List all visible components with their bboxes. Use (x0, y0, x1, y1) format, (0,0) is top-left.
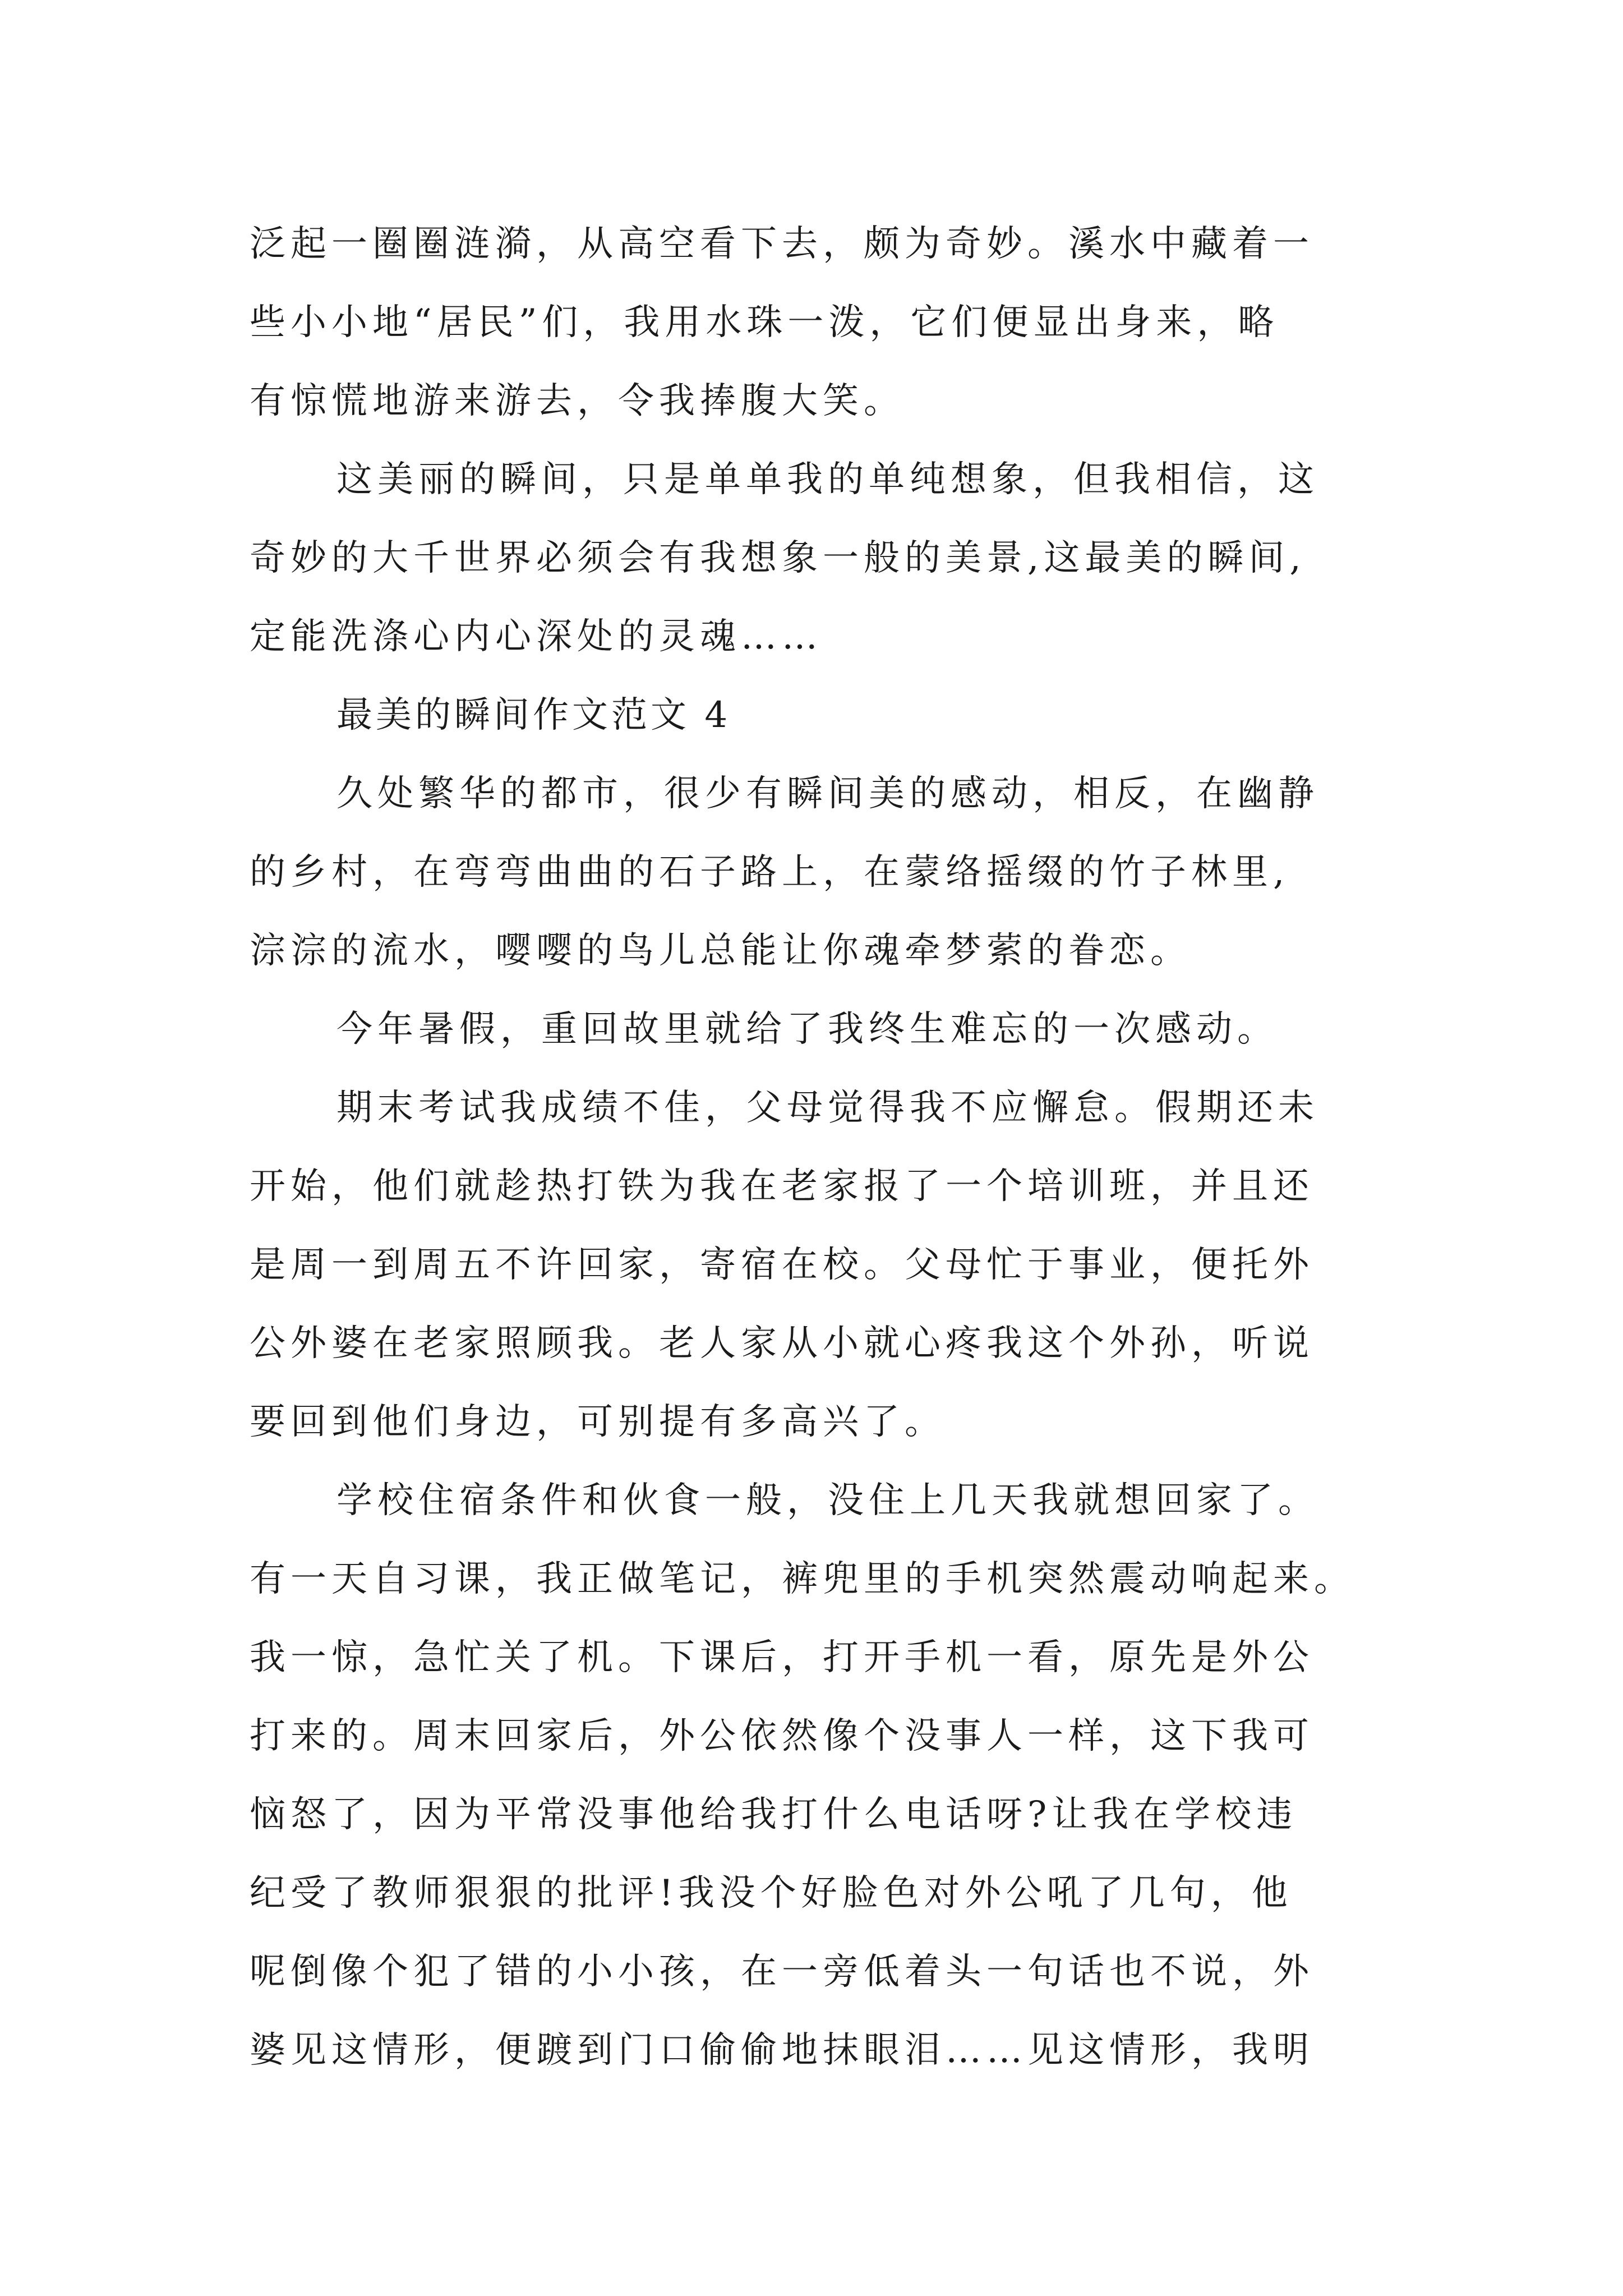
text-line: 的乡村，在弯弯曲曲的石子路上，在蒙络摇缀的竹子林里, (250, 852, 1290, 893)
text-line: 有一天自习课，我正做笔记，裤兜里的手机突然震动响起来。 (250, 1558, 1355, 1600)
text-line: 我一惊，急忙关了机。下课后，打开手机一看，原先是外公 (250, 1637, 1314, 1678)
text-line: 公外婆在老家照顾我。老人家从小就心疼我这个外孙，听说 (250, 1323, 1314, 1364)
paragraph-first-line: 期末考试我成绩不佳，父母觉得我不应懈怠。假期还未 (336, 1087, 1319, 1129)
text-line: 纪受了教师狠狠的批评!我没个好脸色对外公吼了几句，他 (250, 1872, 1293, 1914)
text-line: 呢倒像个犯了错的小小孩，在一旁低着头一句话也不说，外 (250, 1951, 1314, 1993)
text-line: 有惊慌地游来游去，令我捧腹大笑。 (250, 380, 905, 422)
text-line: 婆见这情形，便踱到门口偷偷地抹眼泪……见这情形，我明 (250, 2030, 1314, 2071)
paragraph-first-line: 学校住宿条件和伙食一般，没住上几天我就想回家了。 (336, 1480, 1319, 1521)
section-heading: 最美的瞬间作文范文 4 (336, 694, 731, 736)
paragraph-first-line: 今年暑假，重回故里就给了我终生难忘的一次感动。 (336, 1009, 1278, 1050)
text-line: 定能洗涤心内心深处的灵魂…… (250, 616, 823, 657)
text-line: 些小小地“居民”们，我用水珠一泼，它们便显出身来，略 (250, 302, 1279, 343)
text-line: 打来的。周末回家后，外公依然像个没事人一样，这下我可 (250, 1715, 1314, 1757)
text-line: 要回到他们身边，可别提有多高兴了。 (250, 1401, 946, 1443)
text-line: 淙淙的流水，嘤嘤的鸟儿总能让你魂牵梦萦的眷恋。 (250, 930, 1191, 972)
paragraph-first-line: 久处繁华的都市，很少有瞬间美的感动，相反，在幽静 (336, 773, 1319, 815)
paragraph-first-line: 这美丽的瞬间，只是单单我的单纯想象，但我相信，这 (336, 459, 1319, 500)
text-line: 是周一到周五不许回家，寄宿在校。父母忙于事业，便托外 (250, 1244, 1314, 1286)
text-line: 泛起一圈圈涟漪，从高空看下去，颇为奇妙。溪水中藏着一 (250, 223, 1314, 265)
text-line: 奇妙的大千世界必须会有我想象一般的美景,这最美的瞬间, (250, 537, 1306, 579)
text-line: 恼怒了，因为平常没事他给我打什么电话呀?让我在学校违 (250, 1794, 1298, 1835)
text-line: 开始，他们就趁热打铁为我在老家报了一个培训班，并且还 (250, 1166, 1314, 1207)
